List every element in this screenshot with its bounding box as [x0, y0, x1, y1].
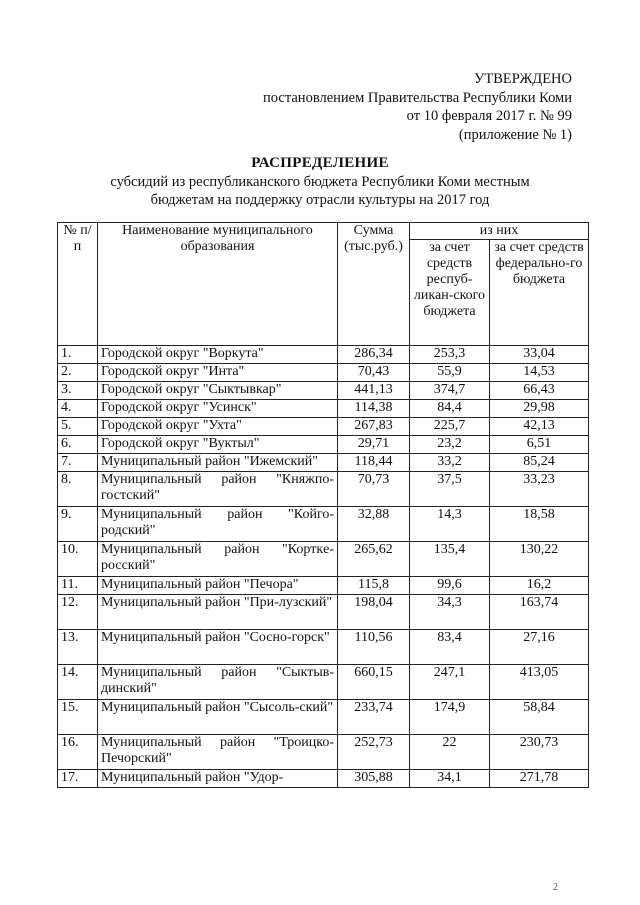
cell-republic: 83,4 — [410, 630, 490, 665]
table-row — [58, 630, 589, 665]
cell-sum: 198,04 — [338, 595, 410, 630]
cell-republic: 37,5 — [410, 472, 490, 507]
title-line-2: бюджетам на поддержку отрасли культуры на 2017 год — [150, 192, 490, 208]
cell-sum: 660,15 — [338, 665, 410, 700]
cell-federal: 66,43 — [490, 382, 589, 400]
cell-name: Муниципальный район "Ижемский" — [98, 454, 338, 472]
cell-name: Муниципальный район "Печора" — [98, 577, 338, 595]
cell-republic: 23,2 — [410, 436, 490, 454]
cell-federal: 18,58 — [490, 507, 589, 542]
cell-name: Муниципальный район "Княжпо-гостский" — [98, 472, 338, 507]
cell-num: 15. — [58, 700, 98, 735]
cell-num: 11. — [58, 577, 98, 595]
cell-republic: 135,4 — [410, 542, 490, 577]
cell-republic: 174,9 — [410, 700, 490, 735]
cell-sum: 70,73 — [338, 472, 410, 507]
cell-num: 4. — [58, 400, 98, 418]
cell-republic: 84,4 — [410, 400, 490, 418]
cell-num: 17. — [58, 770, 98, 788]
cell-federal: 58,84 — [490, 700, 589, 735]
cell-name: Муниципальный район "Троицко-Печорский" — [98, 735, 338, 770]
table-row — [58, 577, 589, 595]
cell-republic: 33,2 — [410, 454, 490, 472]
cell-federal: 6,51 — [490, 436, 589, 454]
cell-republic: 34,3 — [410, 595, 490, 630]
cell-sum: 265,62 — [338, 542, 410, 577]
cell-num: 9. — [58, 507, 98, 542]
cell-federal: 42,13 — [490, 418, 589, 436]
subsidy-table — [57, 222, 589, 788]
cell-num: 12. — [58, 595, 98, 630]
cell-num: 5. — [58, 418, 98, 436]
cell-name: Городской округ "Воркута" — [98, 346, 338, 364]
table-row — [58, 382, 589, 400]
cell-sum: 441,13 — [338, 382, 410, 400]
cell-federal: 33,23 — [490, 472, 589, 507]
table-row — [58, 400, 589, 418]
table-row — [58, 700, 589, 735]
header-republic: за счет средств респуб-ликан-ского бюджета — [410, 240, 490, 346]
cell-num: 1. — [58, 346, 98, 364]
cell-federal: 14,53 — [490, 364, 589, 382]
cell-republic: 22 — [410, 735, 490, 770]
cell-federal: 413,05 — [490, 665, 589, 700]
cell-federal: 163,74 — [490, 595, 589, 630]
cell-sum: 110,56 — [338, 630, 410, 665]
header-of-which: из них — [410, 223, 589, 240]
cell-sum: 115,8 — [338, 577, 410, 595]
cell-name: Муниципальный район "Сосно-горск" — [98, 630, 338, 665]
cell-name: Муниципальный район "Сысоль-ский" — [98, 700, 338, 735]
header-name: Наименование муниципального образования — [98, 223, 338, 346]
approval-line-1: УТВЕРЖДЕНО — [474, 71, 572, 87]
cell-federal: 271,78 — [490, 770, 589, 788]
header-sum: Сумма (тыс.руб.) — [338, 223, 410, 346]
cell-federal: 33,04 — [490, 346, 589, 364]
page-number: 2 — [553, 882, 558, 893]
document-title — [0, 154, 640, 209]
cell-name: Городской округ "Сыктывкар" — [98, 382, 338, 400]
cell-sum: 114,38 — [338, 400, 410, 418]
cell-federal: 27,16 — [490, 630, 589, 665]
table-row — [58, 665, 589, 700]
cell-num: 14. — [58, 665, 98, 700]
cell-sum: 305,88 — [338, 770, 410, 788]
table-row — [58, 418, 589, 436]
cell-num: 2. — [58, 364, 98, 382]
cell-republic: 14,3 — [410, 507, 490, 542]
cell-republic: 34,1 — [410, 770, 490, 788]
cell-name: Муниципальный район "При-лузский" — [98, 595, 338, 630]
cell-republic: 55,9 — [410, 364, 490, 382]
table-row — [58, 346, 589, 364]
cell-federal: 130,22 — [490, 542, 589, 577]
cell-republic: 99,6 — [410, 577, 490, 595]
table-row — [58, 542, 589, 577]
cell-name: Городской округ "Ухта" — [98, 418, 338, 436]
table-row — [58, 436, 589, 454]
title-heading: РАСПРЕДЕЛЕНИЕ — [251, 155, 389, 171]
cell-name: Муниципальный район "Корткe-росский" — [98, 542, 338, 577]
cell-num: 6. — [58, 436, 98, 454]
cell-sum: 252,73 — [338, 735, 410, 770]
cell-sum: 32,88 — [338, 507, 410, 542]
cell-num: 13. — [58, 630, 98, 665]
cell-name: Муниципальный район "Удор- — [98, 770, 338, 788]
cell-republic: 247,1 — [410, 665, 490, 700]
cell-num: 7. — [58, 454, 98, 472]
cell-name: Городской округ "Вуктыл" — [98, 436, 338, 454]
cell-republic: 253,3 — [410, 346, 490, 364]
table-row — [58, 364, 589, 382]
cell-sum: 118,44 — [338, 454, 410, 472]
cell-num: 16. — [58, 735, 98, 770]
table-row — [58, 472, 589, 507]
cell-num: 3. — [58, 382, 98, 400]
cell-num: 8. — [58, 472, 98, 507]
cell-sum: 267,83 — [338, 418, 410, 436]
cell-sum: 233,74 — [338, 700, 410, 735]
cell-federal: 85,24 — [490, 454, 589, 472]
cell-name: Муниципальный район "Койго-родский" — [98, 507, 338, 542]
cell-federal: 29,98 — [490, 400, 589, 418]
header-federal: за счет средств федерально-го бюджета — [490, 240, 589, 346]
cell-name: Муниципальный район "Сыктыв-динский" — [98, 665, 338, 700]
header-num: № п/п — [58, 223, 98, 346]
approval-stamp — [152, 70, 572, 144]
cell-sum: 29,71 — [338, 436, 410, 454]
cell-name: Городской округ "Инта" — [98, 364, 338, 382]
cell-republic: 225,7 — [410, 418, 490, 436]
table-row — [58, 507, 589, 542]
cell-federal: 16,2 — [490, 577, 589, 595]
cell-republic: 374,7 — [410, 382, 490, 400]
table-row — [58, 770, 589, 788]
cell-name: Городской округ "Усинск" — [98, 400, 338, 418]
cell-sum: 286,34 — [338, 346, 410, 364]
title-line-1: субсидий из республиканского бюджета Республики Коми местным — [110, 174, 530, 190]
cell-num: 10. — [58, 542, 98, 577]
approval-line-2: постановлением Правительства Республики Коми — [263, 89, 572, 106]
cell-federal: 230,73 — [490, 735, 589, 770]
table-row — [58, 735, 589, 770]
approval-line-4: (приложение № 1) — [458, 126, 572, 143]
table-row — [58, 454, 589, 472]
table-row — [58, 595, 589, 630]
cell-sum: 70,43 — [338, 364, 410, 382]
approval-line-3: от 10 февраля 2017 г. № 99 — [406, 108, 572, 124]
